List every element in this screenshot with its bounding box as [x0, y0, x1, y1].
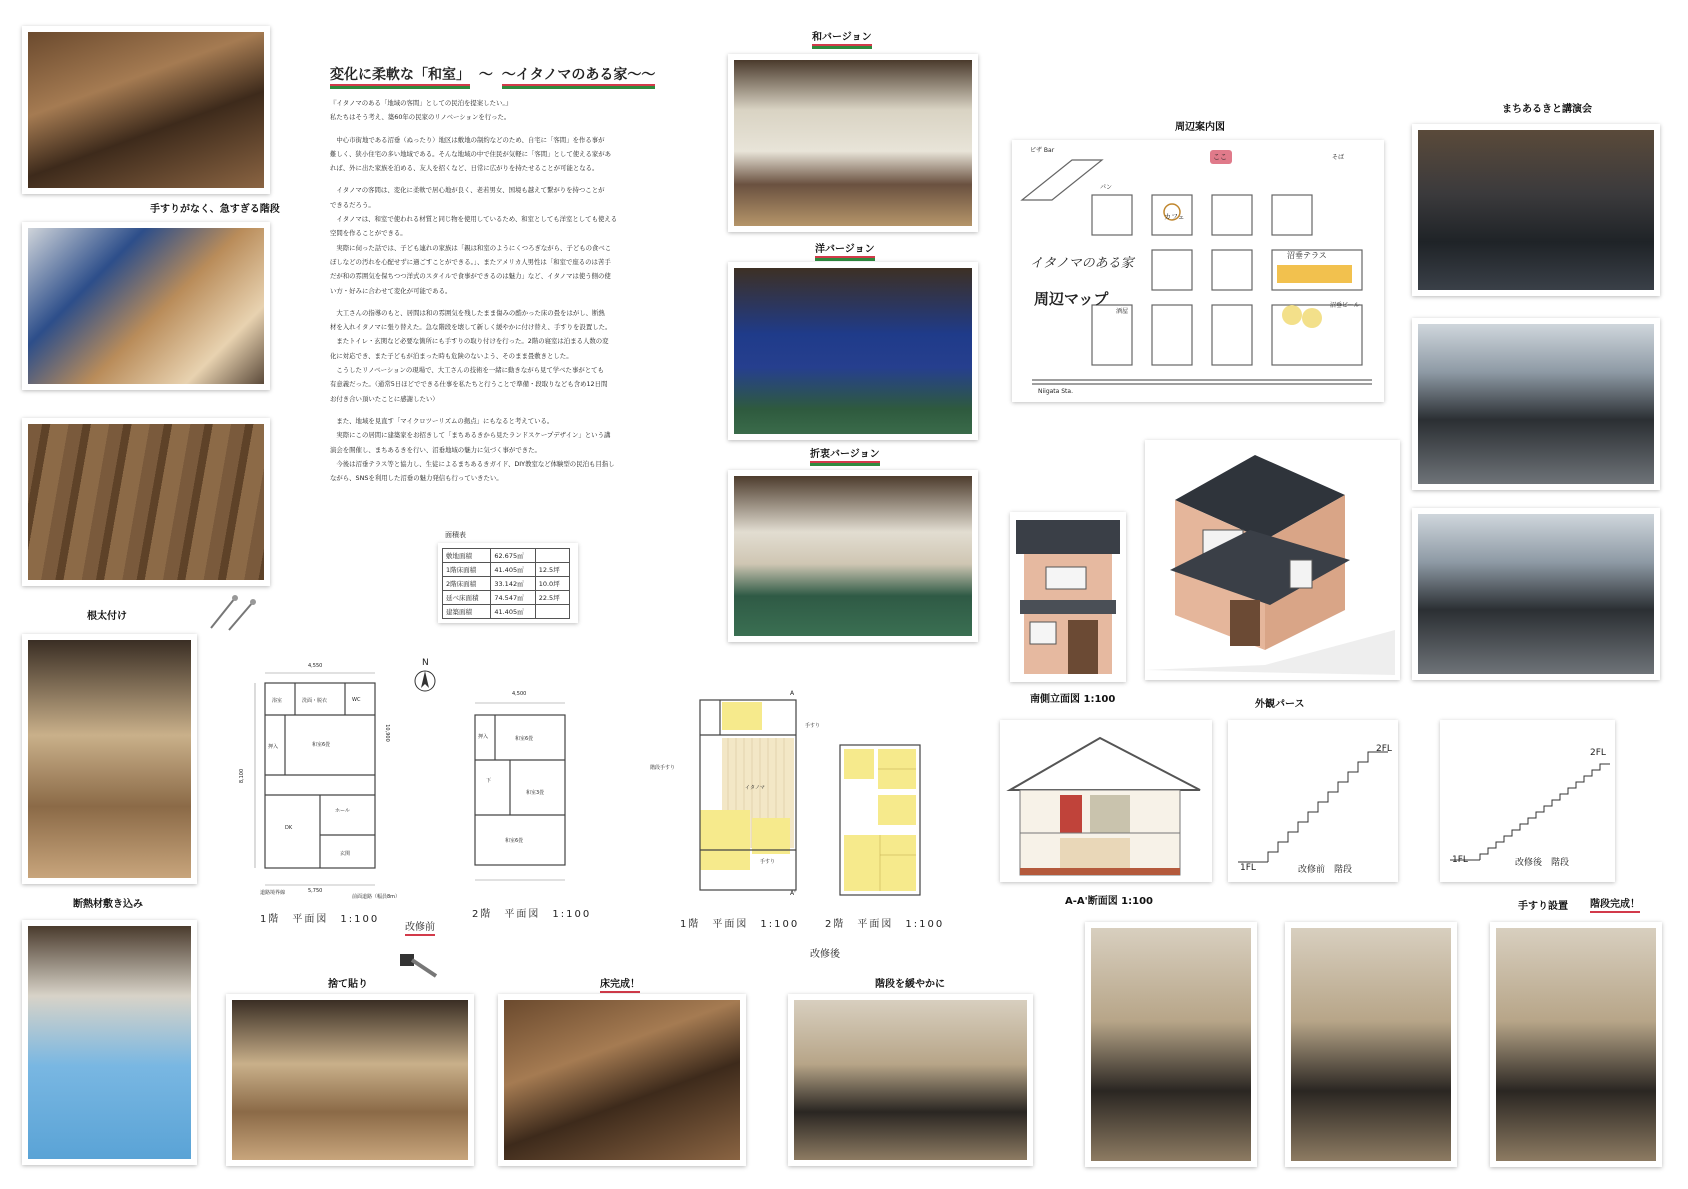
area-cell-value: 41.405㎡: [491, 605, 535, 619]
map-shop2: そば: [1332, 154, 1345, 161]
plan-after-2f: [830, 735, 940, 905]
caption-before: [405, 918, 435, 933]
road-label: 道路境界線: [260, 890, 286, 896]
area-cell-value: 33.142㎡: [491, 577, 535, 591]
body-line: れば、外に出た家族を泊める、友人を招くなど、日常に広がりを持たせることが可能となる。: [330, 164, 599, 173]
body-line: [330, 125, 680, 133]
before-stair-top: 2FL: [1376, 744, 1392, 754]
room-washitsu6-2f-a: 和室6畳: [515, 736, 534, 742]
room-shita: 下: [486, 778, 492, 784]
area-cell-tsubo: 12.5坪: [535, 563, 569, 577]
plan-before-2f: [450, 685, 590, 900]
photo-handrail-work: [1085, 922, 1257, 1167]
map-terrace: 沼垂テラス: [1287, 251, 1327, 260]
body-line: また、地域を見直す「マイクロツーリズムの拠点」にもなると考えている。: [330, 416, 554, 425]
plan-before-1f: [240, 655, 410, 900]
area-cell-tsubo: 10.0坪: [535, 577, 569, 591]
body-line: またトイレ・玄関など必要な箇所にも手すりの取り付けを行った。2階の寝室は泊まる人数の変: [330, 337, 609, 346]
room-wash: 洗面・脱衣: [302, 698, 328, 704]
photo-yo-version: [728, 262, 978, 440]
area-cell-tsubo: [535, 549, 569, 563]
before-stair-bottom: 1FL: [1240, 863, 1256, 873]
photo-insulation: [22, 920, 197, 1165]
photo-old-stairs: [22, 26, 270, 194]
dim-4550: 4,550: [308, 663, 323, 669]
caption-subfloor: 捨て貼り: [328, 979, 368, 990]
front-road-label: 前面道路（幅員8m）: [352, 894, 401, 900]
body-line: 化に対応でき、また子どもが泊まった時も危険のないよう、そのまま畳敷きとした。: [330, 351, 573, 360]
dim-10900: 10,900: [383, 724, 390, 742]
room-hall: ホール: [335, 808, 350, 814]
north-label: N: [422, 658, 429, 668]
body-line: い方・好みに合わせて変化が可能である。: [330, 286, 452, 295]
area-table-row: [443, 591, 570, 605]
area-cell-label: 2階床面積: [443, 577, 491, 591]
map-title-2: 周辺マップ: [1034, 290, 1109, 308]
photo-townwalk-2: [1412, 508, 1660, 680]
photo-townwalk-1: [1412, 318, 1660, 490]
stair-diagram-after: [1440, 720, 1615, 882]
body-line: 演会を開催し、まちあるきを行い、沼垂地域の魅力に気づく事ができた。: [330, 445, 541, 454]
note-rail-1: 手すり: [805, 723, 821, 729]
room-oshiire-2f: 押入: [478, 734, 489, 740]
after-stair-label: 改修後 階段: [1515, 858, 1570, 868]
note-rail-2: 手すり: [760, 859, 776, 865]
map-station: Niigata Sta.: [1038, 388, 1073, 395]
area-cell-label: 1階床面積: [443, 563, 491, 577]
north-arrow-icon: [412, 668, 438, 694]
caption-lecture: まちあるきと講演会: [1502, 104, 1592, 115]
area-table: [442, 548, 570, 619]
caption-joists: 根太付け: [87, 611, 127, 622]
photo-subfloor: [226, 994, 474, 1166]
title-sub: 〜イタノマのある家〜〜: [502, 67, 656, 86]
room-washitsu3: 和室3畳: [526, 790, 545, 796]
body-line: 今後は沼垂テラス等と協力し、生徒によるまちあるきガイド、DIY教室など体験型の民泊も目指し: [330, 459, 615, 468]
title-main: 変化に柔軟な「和室」: [330, 67, 470, 86]
body-line: [330, 406, 680, 414]
area-cell-tsubo: [535, 605, 569, 619]
a-prime-mark: A': [790, 890, 796, 897]
body-line: イタノマの客間は、変化に柔軟で居心地が良く、老若男女、国境も越えて繋がりを持つことが: [330, 186, 605, 195]
a-mark: A: [790, 690, 795, 697]
surrounding-map: [1012, 140, 1384, 402]
caption-section: A-A'断面図 1:100: [1065, 896, 1154, 907]
caption-mixed-version: [810, 445, 880, 460]
room-wc: WC: [352, 697, 361, 703]
exterior-perspective: [1145, 440, 1400, 680]
body-line: 難しく、狭小住宅の多い地域である。そんな地域の中で住民が気軽に「客間」として使える家があ: [330, 149, 612, 158]
body-line: お付き合い頂いたことに感謝したい）: [330, 394, 439, 403]
note-stair-rail: 階段手すり: [650, 765, 676, 771]
map-sake: 酒屋: [1116, 308, 1129, 315]
area-cell-value: 74.547㎡: [491, 591, 535, 605]
photo-gentle-stairs: [788, 994, 1033, 1166]
room-genkan: 玄関: [340, 851, 351, 857]
area-table-row: [443, 605, 570, 619]
caption-before-2f: 2階 平面図 1:100: [472, 909, 592, 920]
map-beer: 沼垂ビール: [1330, 302, 1360, 309]
stair-diagram-before: [1228, 720, 1398, 882]
dim-8100: 8,100: [239, 768, 246, 784]
caption-wa-version: [812, 28, 872, 43]
room-oshiire-1f: 押入: [268, 744, 279, 750]
body-line: 空間を作ることができる。: [330, 229, 407, 238]
caption-gentle-stairs: 階段を緩やかに: [875, 979, 945, 990]
body-line: 私たちはそう考え、築60年の民家のリノベーションを行った。: [330, 113, 511, 122]
body-line: 有意義だった。（通常5日ほどでできる仕事を私たちと行うことで準備・段取りなども含め12日間: [330, 380, 608, 389]
area-table-row: [443, 577, 570, 591]
hammer-icon: [398, 950, 438, 980]
body-line: ぼしなどの汚れを心配せずに過ごすことができる。」、またアメリカ人男性は「和室で座るのは苦手: [330, 257, 611, 266]
room-itanoma: イタノマ: [745, 785, 765, 791]
floor-done-text: 床完成！: [600, 979, 640, 993]
body-text: [330, 96, 680, 485]
area-table-title: 面積表: [445, 531, 466, 539]
body-line: できるだろう。: [330, 200, 375, 209]
section-drawing: [1000, 720, 1212, 882]
map-title-1: イタノマのある家: [1030, 256, 1134, 271]
before-stair-label: 改修前 階段: [1298, 865, 1353, 875]
caption-stairs-done: [1590, 895, 1640, 910]
caption-insulation: 断熱材敷き込み: [73, 899, 143, 910]
mixed-version-text: 折衷バージョン: [810, 449, 880, 463]
room-dk: DK: [285, 825, 293, 831]
page-title: [330, 64, 655, 84]
photo-new-stairs: [1285, 922, 1457, 1167]
caption-after-1f: 1階 平面図 1:100: [680, 919, 800, 930]
caption-handrail: 手すり設置: [1518, 901, 1568, 912]
caption-floor-done: [600, 975, 640, 990]
caption-surrounding-map: 周辺案内図: [1175, 122, 1225, 133]
area-table-row: [443, 563, 570, 577]
yo-version-text: 洋バージョン: [815, 244, 875, 258]
wa-version-text: 和バージョン: [812, 32, 872, 46]
after-stair-bottom: 1FL: [1452, 855, 1468, 865]
map-pizza: ピザ Bar: [1030, 147, 1055, 154]
area-cell-label: 敷地面積: [443, 549, 491, 563]
body-line: 実際に伺った話では、子ども連れの家族は「親は和室のようにくつろぎながら、子どもの食べこ: [330, 243, 612, 252]
body-line: 中心市街地である沼垂（ぬったり）地区は敷地の制約などのため、自宅に「客間」を作る事が: [330, 135, 605, 144]
body-line: イタノマは、和室で使われる材質と同じ物を使用しているため、和室としても洋室としても使える: [330, 215, 618, 224]
caption-yo-version: [815, 240, 875, 255]
plan-after-1f: [640, 690, 820, 905]
photo-lecture: [1412, 124, 1660, 296]
title-sep: 〜: [478, 67, 493, 83]
photo-bare-floor: [22, 418, 270, 586]
body-line: [330, 175, 680, 183]
after-stair-top: 2FL: [1590, 748, 1606, 758]
area-table-row: [443, 549, 570, 563]
nail-icon: [205, 592, 257, 632]
caption-after-2f: 2階 平面図 1:100: [825, 919, 945, 930]
body-line: こうしたリノベーションの現場で、大工さんの技術を一緒に動きながら見て学べた事がとても: [330, 366, 604, 375]
photo-removing-tatami: [22, 222, 270, 390]
body-line: だが和の雰囲気を保ちつつ洋式のスタイルで食事ができるのは魅力」など、イタノマは使う側の使: [330, 272, 611, 281]
caption-steep-stairs: 手すりがなく、急すぎる階段: [150, 204, 280, 215]
caption-south-elevation: 南側立面図 1:100: [1030, 694, 1116, 705]
area-cell-tsubo: 22.5坪: [535, 591, 569, 605]
room-washitsu6-2f-b: 和室6畳: [505, 838, 524, 844]
photo-joists: [22, 634, 197, 884]
photo-wa-version: [728, 54, 978, 232]
dim-4500: 4,500: [512, 691, 527, 697]
photo-mixed-version: [728, 470, 978, 642]
area-cell-label: 延べ床面積: [443, 591, 491, 605]
map-cafe: カフェ: [1164, 213, 1185, 221]
caption-before-1f: 1階 平面図 1:100: [260, 914, 380, 925]
area-cell-value: 41.405㎡: [491, 563, 535, 577]
photo-floor-done: [498, 994, 746, 1166]
body-line: 実際にこの居間に建築家をお招きして「まちあるきから見たランドスケープデザイン」という講: [330, 431, 611, 440]
body-line: ながら、SNSを利用した沼垂の魅力発信も行っていきたい。: [330, 474, 503, 483]
stairs-done-text: 階段完成！: [1590, 899, 1640, 913]
body-line: 大工さんの指導のもと、居間は和の雰囲気を残したまま傷みの酷かった床の畳をはがし、断熱: [330, 308, 605, 317]
before-text: 改修前: [405, 922, 435, 936]
body-line: 材を入れイタノマに張り替えた。急な階段を壊して新しく緩やかに付け替え、手すりを設置した。: [330, 323, 612, 332]
area-table-card: [438, 543, 578, 623]
map-here: ここ: [1213, 153, 1227, 161]
room-washitsu6-1f: 和室6畳: [312, 742, 331, 748]
room-bath: 浴室: [272, 698, 283, 704]
dim-5750: 5,750: [308, 888, 323, 894]
photo-stairs-done: [1490, 922, 1662, 1167]
area-cell-label: 建築面積: [443, 605, 491, 619]
caption-exterior-perspective: 外観パース: [1255, 699, 1305, 710]
south-elevation: [1010, 512, 1126, 682]
caption-after: 改修後: [810, 949, 840, 960]
body-line: 『イタノマのある「地域の客間」としての民泊を提案したい。』: [330, 99, 512, 107]
area-cell-value: 62.675㎡: [491, 549, 535, 563]
body-line: [330, 298, 680, 306]
map-shop1: パン: [1100, 184, 1113, 191]
